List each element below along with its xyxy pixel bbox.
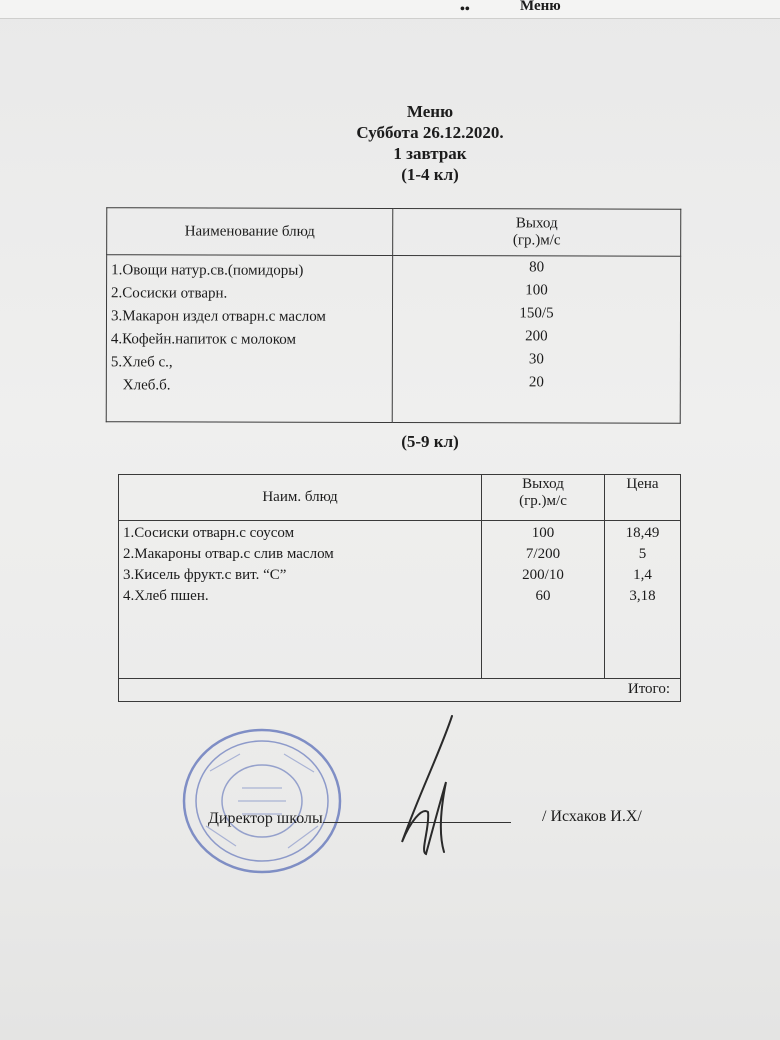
col-header-output xyxy=(393,208,681,256)
dish-output: 80 xyxy=(529,259,545,276)
dish-output: 30 xyxy=(528,351,544,368)
col-header-output-line2: (гр.)м/с xyxy=(519,493,567,509)
dish-output: 200/10 xyxy=(522,567,564,583)
dish-output: 100 xyxy=(525,282,548,299)
col-header-output xyxy=(482,475,605,521)
dish-outputs-cell xyxy=(392,255,680,423)
dish-name: 3.Макарон издел отварн.с маслом xyxy=(110,308,326,325)
table-header-row xyxy=(107,208,681,257)
dish-name: 1.Сосиски отварн.с соусом xyxy=(123,525,295,541)
dish-prices-cell xyxy=(605,521,681,679)
table-body-row xyxy=(119,521,681,679)
menu-table-1-4 xyxy=(106,207,682,424)
dish-name: 4.Кофейн.напиток с молоком xyxy=(110,331,297,348)
total-row xyxy=(119,679,681,702)
dish-price: 1,4 xyxy=(633,567,652,583)
dish-outputs-cell xyxy=(482,521,605,679)
dish-output: 60 xyxy=(535,588,551,604)
col-header-name: Наим. блюд xyxy=(119,475,482,521)
meal-name: 1 завтрак xyxy=(393,144,467,163)
col-header-output-line1: Выход xyxy=(522,476,564,492)
dish-price: 18,49 xyxy=(625,525,660,541)
col-header-price: Цена xyxy=(605,475,681,521)
handwritten-signature-icon xyxy=(380,712,480,862)
director-label: Директор школы xyxy=(208,810,323,827)
dish-output: 100 xyxy=(531,525,555,541)
dish-name: 1.Овощи натур.св.(помидоры) xyxy=(111,262,304,279)
dish-output: 7/200 xyxy=(525,546,561,562)
dish-name: 3.Кисель фрукт.с вит. “С” xyxy=(123,567,287,583)
back-sheet-edge xyxy=(0,0,780,19)
dish-name: 4.Хлеб пшен. xyxy=(123,588,209,604)
col-header-output-line2: (гр.)м/с xyxy=(512,232,561,249)
dish-price: 3,18 xyxy=(629,588,656,604)
grades-label-2: (5-9 кл) xyxy=(401,432,459,451)
grades-label-1: (1-4 кл) xyxy=(401,165,459,184)
total-label: Итого: xyxy=(119,679,681,702)
dish-names-cell xyxy=(106,255,392,423)
dish-name: 2.Сосиски отварн. xyxy=(111,285,228,302)
menu-table-5-9 xyxy=(118,474,681,702)
menu-title: Меню xyxy=(406,102,454,121)
director-name: / Исхаков И.Х/ xyxy=(542,808,642,825)
dish-price: 5 xyxy=(638,546,647,562)
dish-output: 150/5 xyxy=(519,305,554,322)
table-header-row xyxy=(119,475,681,521)
back-sheet-dots: •• xyxy=(460,2,470,17)
dish-output: 20 xyxy=(528,374,544,391)
menu-header xyxy=(230,101,630,185)
dish-name: 5.Хлеб с., xyxy=(110,354,173,371)
dish-name: 2.Макароны отвар.с слив маслом xyxy=(123,546,334,562)
school-stamp-icon xyxy=(180,726,344,876)
back-sheet-title: Меню xyxy=(520,0,561,14)
dish-name: Хлеб.б. xyxy=(122,377,171,394)
dish-output: 200 xyxy=(525,328,548,345)
col-header-name: Наименование блюд xyxy=(107,208,393,256)
dish-names-cell xyxy=(119,521,482,679)
col-header-output-line1: Выход xyxy=(515,215,558,232)
menu-date: Суббота 26.12.2020. xyxy=(356,123,504,142)
table-body-row xyxy=(106,255,680,424)
